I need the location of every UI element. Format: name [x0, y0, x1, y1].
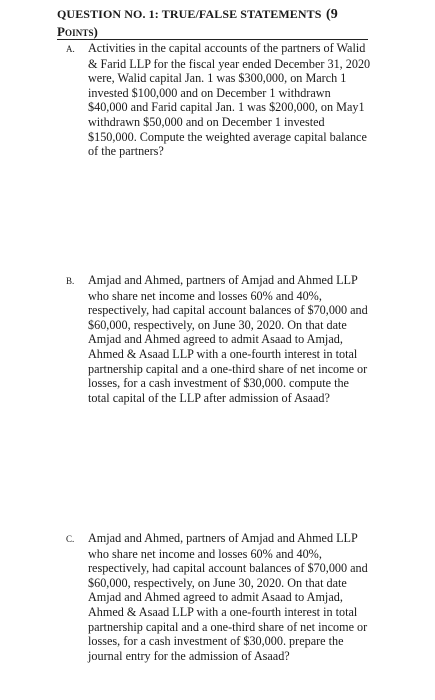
question-heading [57, 6, 377, 39]
question-a-paragraph [66, 41, 373, 159]
question-b-marker: B. [66, 276, 75, 286]
question-b-paragraph [66, 273, 373, 405]
heading-divider [57, 39, 368, 40]
question-a [66, 41, 373, 159]
question-c [66, 531, 373, 663]
question-a-text: Activities in the capital accounts of the partners of Walid & Farid LLP for the fiscal year ended December 31, 2020 were, Walid capital Jan. 1 was $300,000, on March 1 invested $100,000 and on December 1 withdrawn $40,000 and Farid capital Jan. 1 was $200,000, on May1 withdrawn $50,000 and on December 1 invested $150,000. Compute the weighted average capital balance of the partners? [88, 41, 371, 159]
question-c-marker: C. [66, 534, 75, 544]
points-label-close: Points) [57, 24, 98, 39]
question-b [66, 273, 373, 405]
question-a-marker: A. [66, 44, 75, 54]
question-b-text: Amjad and Ahmed, partners of Amjad and Ahmed LLP who share net income and losses 60% and 40%, respectively, had capital account balances of $70,000 and $60,000, respectively, on June 30, 2020. On that date Amjad and Ahmed agreed to admit Asaad to Amjad, Ahmed & Asaad LLP with a one-fourth interest in total partnership capital and a one-third share of net income or losses, for a cash investment of $30,000. compute the total capital of the LLP after admission of Asaad? [88, 273, 368, 405]
points-label-open: (9 [326, 7, 338, 22]
question-c-text: Amjad and Ahmed, partners of Amjad and Ahmed LLP who share net income and losses 60% and 40%, respectively, had capital account balances of $70,000 and $60,000, respectively, on June 30, 2020. On that date Amjad and Ahmed agreed to admit Asaad to Amjad, Ahmed & Asaad LLP with a one-fourth interest in total partnership capital and a one-third share of net income or losses, for a cash investment of $30,000. prepare the journal entry for the admission of Asaad? [88, 531, 368, 663]
question-title: QUESTION NO. 1: TRUE/FALSE STATEMENTS [57, 7, 322, 21]
question-c-paragraph [66, 531, 373, 663]
